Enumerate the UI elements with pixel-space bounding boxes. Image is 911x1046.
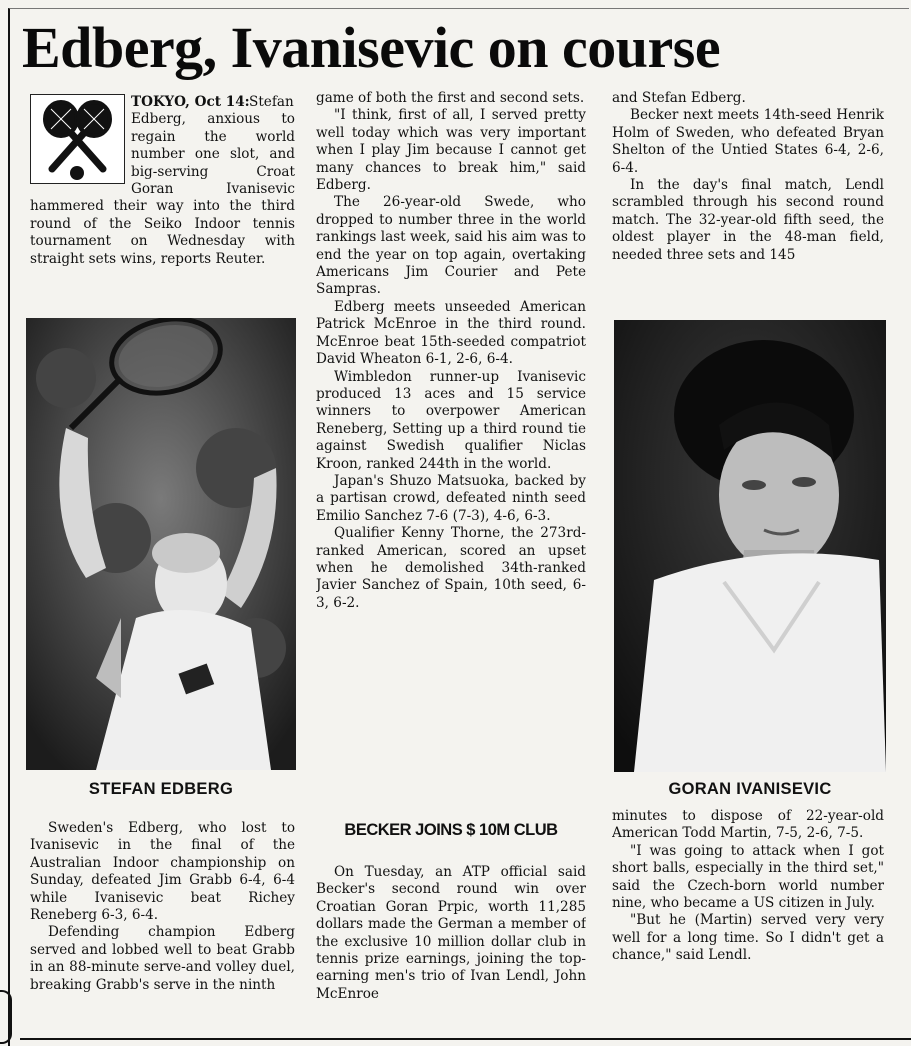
- column-2: [316, 90, 586, 808]
- headline: Edberg, Ivanisevic on course: [22, 15, 721, 80]
- intro-body: [30, 94, 295, 318]
- paragraph: Defending champion Edberg served and lobbed well to beat Grabb in an 88-minute serve-and volley duel, breaking Grabb's serve in the ninth: [30, 924, 295, 993]
- bottom-rule: [20, 1038, 911, 1040]
- paragraph: minutes to dispose of 22-year-old American Todd Martin, 7-5, 2-6, 7-5.: [612, 808, 884, 842]
- column-3-top: [612, 90, 884, 316]
- paragraph: "I was going to attack when I got short balls, especially in the third set," said the Czech-born world number nine, who became a US citizen in July.: [612, 842, 884, 912]
- paragraph: "But he (Martin) served very very well for a long time. So I didn't get a chance," said Lendl.: [612, 912, 884, 964]
- caption-right: GORAN IVANISEVIC: [668, 780, 832, 798]
- paragraph: Wimbledon runner-up Ivanisevic produced 13 aces and 15 service winners to overpower American Reneberg, Setting up a third round tie against Swedish qualifier Niclas Kroon, ranked 244th in the world.: [316, 368, 586, 472]
- paragraph: Becker next meets 14th-seed Henrik Holm of Sweden, who defeated Bryan Shelton of the Untied States 6-4, 2-6, 6-4.: [612, 107, 884, 176]
- subhead: BECKER JOINS $ 10M CLUB: [344, 821, 558, 839]
- paragraph: Sweden's Edberg, who lost to Ivanisevic in the final of the Australian Indoor championship on Sunday, defeated Jim Grabb 6-4, 6-4 while Ivanisevic beat Richey Reneberg 6-3, 6-4.: [30, 820, 295, 924]
- paragraph: Edberg meets unseeded American Patrick McEnroe in the third round. McEnroe beat 15th-seeded compatriot David Wheaton 6-1, 2-6, 6-4.: [316, 298, 586, 368]
- column-2-bottom: [316, 864, 586, 1035]
- photo-stefan-edberg: [26, 318, 296, 770]
- paragraph: and Stefan Edberg.: [612, 90, 746, 106]
- dateline: TOKYO, Oct 14:: [131, 94, 250, 110]
- paragraph: "I think, first of all, I served pretty well today which was very important when I play Jim because I cannot get many chances to break him," said Edberg.: [316, 107, 586, 194]
- caption-left: STEFAN EDBERG: [88, 780, 234, 798]
- column-3-bottom: [612, 808, 884, 1035]
- column-1-bottom: [30, 820, 295, 1035]
- paragraph: On Tuesday, an ATP official said Becker's second round win over Croatian Goran Prpic, worth 11,285 dollars made the German a member of the exclusive 10 million dollar club in tennis prize earnings, joining the top-earning men's trio of Ivan Lendl, John McEnroe: [316, 864, 586, 1002]
- photo-goran-ivanisevic: [614, 320, 886, 772]
- page-margin-mark: [0, 990, 12, 1044]
- paragraph: game of both the first and second sets.: [316, 90, 585, 106]
- paragraph: In the day's final match, Lendl scrambled through his second round match. The 32-year-old fifth seed, the oldest player in the 48-man field, needed three sets and 145: [612, 177, 884, 263]
- paragraph: Japan's Shuzo Matsuoka, backed by a partisan crowd, defeated ninth seed Emilio Sanchez 7-6 (7-3), 4-6, 6-3.: [316, 472, 586, 524]
- paragraph: The 26-year-old Swede, who dropped to number three in the world rankings last week, said his aim was to end the year on top again, overtaking Americans Jim Courier and Pete Sampras.: [316, 194, 586, 298]
- paragraph: Qualifier Kenny Thorne, the 273rd-ranked American, scored an upset when he demolished 34th-ranked Javier Sanchez of Spain, 10th seed, 6-3, 6-2.: [316, 525, 586, 611]
- intro-text: Stefan Edberg, anxious to regain the world number one slot, and big-serving Croat Goran Ivanisevic hammered their way into the third round of the Seiko Indoor tennis tournament on Wednesday with straight sets wins, reports Reuter.: [30, 94, 295, 267]
